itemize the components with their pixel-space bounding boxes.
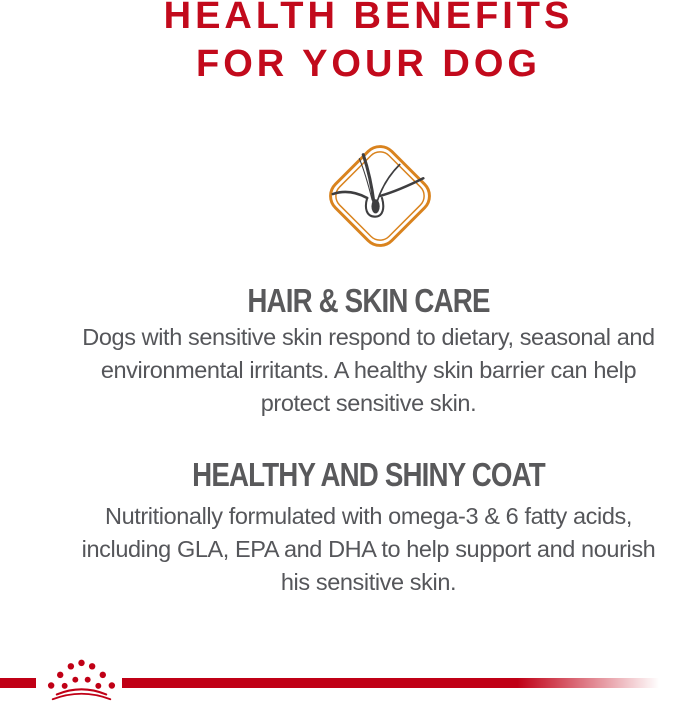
- footer-red-band-left: [0, 678, 36, 688]
- body-line: including GLA, EPA and DHA to help support and nourish: [81, 536, 656, 562]
- page-title: [58, 0, 679, 88]
- benefits-panel: [58, 0, 679, 599]
- crown-base-arcs: [53, 689, 111, 699]
- crown-dots: [48, 660, 115, 689]
- section-body-healthy-shiny-coat: [58, 500, 679, 599]
- body-line: Dogs with sensitive skin respond to dietary, seasonal and: [82, 324, 655, 350]
- footer-red-band-right: [122, 678, 679, 688]
- section-body-hair-skin-care: [58, 321, 679, 420]
- section-heading-hair-skin-care: HAIR & SKIN CARE: [247, 282, 490, 319]
- crown-icon: [47, 656, 116, 702]
- body-line: Nutritionally formulated with omega-3 & 6 fatty acids,: [105, 503, 632, 529]
- body-line: protect sensitive skin.: [260, 390, 477, 416]
- hair-skin-care-icon: [69, 133, 679, 259]
- royal-canin-crown-logo: [47, 656, 116, 702]
- body-line: environmental irritants. A healthy skin barrier can help: [100, 357, 637, 383]
- hair-follicle-skin-icon: [317, 133, 443, 259]
- page-title-line2: FOR YOUR DOG: [196, 43, 541, 85]
- section-heading-healthy-shiny-coat: HEALTHY AND SHINY COAT: [192, 456, 545, 493]
- body-line: his sensitive skin.: [280, 569, 457, 595]
- follicle-bulb: [371, 199, 379, 213]
- page-title-line1: HEALTH BENEFITS: [163, 0, 574, 37]
